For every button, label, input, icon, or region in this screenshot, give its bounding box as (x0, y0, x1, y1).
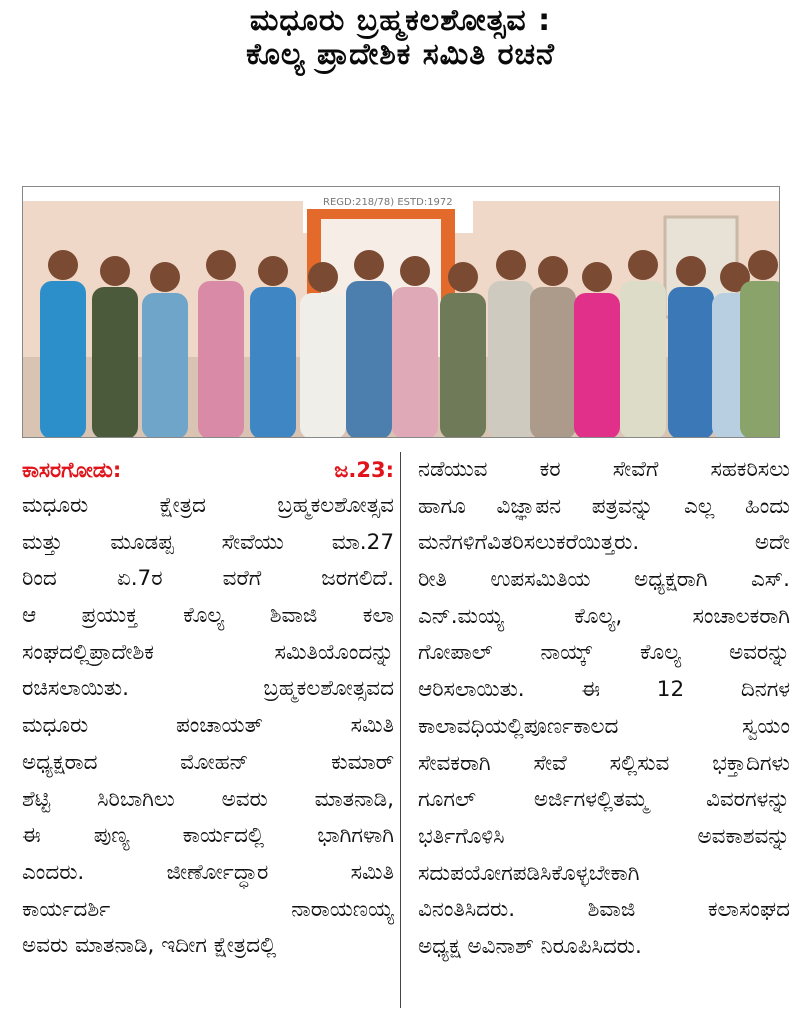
person-head (400, 256, 430, 286)
person-head (150, 262, 180, 292)
left-line: ರಚಿಸಲಾಯಿತು. ಬ್ರಹ್ಮಕಲಶೋತ್ಸವದ (22, 676, 394, 702)
left-line: ಮಧೂರು ಪಂಚಾಯತ್ ಸಮಿತಿ (22, 713, 394, 739)
person-head (582, 262, 612, 292)
left-line: ಅವರು ಮಾತನಾಡಿ, ಇದೀಗ ಕ್ಷೇತ್ರದಲ್ಲಿ (22, 933, 277, 959)
person-body (346, 281, 392, 438)
right-line: ಮನೆಗಳಿಗೆವಿತರಿಸಲುಕರೆಯಿತ್ತರು. ಅದೇ (418, 530, 790, 556)
person-head (206, 250, 236, 280)
person-body (740, 281, 780, 438)
person-body (668, 287, 714, 438)
right-line: ಭರ್ತಿಗೊಳಿಸಿ ಅವಕಾಶವನ್ನು (418, 823, 790, 849)
person-body (488, 281, 534, 438)
person-body (574, 293, 620, 438)
person-body (620, 281, 666, 438)
person-body (142, 293, 188, 438)
right-line: ರೀತಿ ಉಪಸಮಿತಿಯ ಅಧ್ಯಕ್ಷರಾಗಿ ಎಸ್. (418, 567, 790, 593)
left-line: ಮತ್ತು ಮೂಡಪ್ಪ ಸೇವೆಯು ಮಾ.27 (22, 529, 394, 555)
right-line: ಗೂಗಲ್ ಅರ್ಜಿಗಳಲ್ಲಿತಮ್ಮ ವಿವರಗಳನ್ನು (418, 787, 790, 813)
person-head (748, 250, 778, 280)
person-body (440, 293, 486, 438)
article-right-text (418, 452, 790, 966)
article-left-text (22, 488, 394, 965)
right-line: ನಡೆಯುವ ಕರ ಸೇವೆಗೆ ಸಹಕರಿಸಲು (418, 457, 790, 482)
right-line: ಆರಿಸಲಾಯಿತು. ಈ 12 ದಿನಗಳ (418, 677, 790, 703)
article-column-right (418, 452, 790, 966)
person-body (300, 293, 346, 438)
person-head (538, 256, 568, 286)
right-line: ಅಧ್ಯಕ್ಷ ಅವಿನಾಶ್ ನಿರೂಪಿಸಿದರು. (418, 933, 642, 959)
left-line: ಸಂಘದಲ್ಲಿಪ್ರಾದೇಶಿಕ ಸಮಿತಿಯೊಂದನ್ನು (22, 639, 394, 665)
person-body (392, 287, 438, 438)
person-body (92, 287, 138, 438)
person-head (448, 262, 478, 292)
article-column-left (22, 452, 394, 965)
person-head (258, 256, 288, 286)
person-body (40, 281, 86, 438)
left-line: ಕಾರ್ಯದರ್ಶಿ ನಾರಾಯಣಯ್ಯ (22, 896, 394, 922)
person-head (354, 250, 384, 280)
group-photo-illustration (23, 187, 780, 438)
right-line: ಕಾಲಾವಧಿಯಲ್ಲಿಪೂರ್ಣಕಾಲದ ಸ್ವಯಂ (418, 713, 790, 739)
person-head (628, 250, 658, 280)
left-line: ರಿಂದ ಏ.7ರ ವರೆಗೆ ಜರಗಲಿದೆ. (22, 566, 394, 592)
photo-sign-text: REGD:218/78) ESTD:1972 (323, 197, 453, 208)
person-head (48, 250, 78, 280)
dateline-place: ಕಾಸರಗೋಡು: (22, 458, 122, 482)
headline-line-2: ಕೊಲ್ಯ ಪ್ರಾದೇಶಿಕ ಸಮಿತಿ ರಚನೆ (246, 36, 555, 72)
right-line: ವಿನಂತಿಸಿದರು. ಶಿವಾಜಿ ಕಲಾಸಂಘದ (418, 897, 790, 923)
person-body (530, 287, 576, 438)
person-body (198, 281, 244, 438)
person-head (496, 250, 526, 280)
right-line: ಸದುಪಯೋಗಪಡಿಸಿಕೊಳ್ಳಬೇಕಾಗಿ (418, 860, 640, 886)
person-body (250, 287, 296, 438)
person-head (100, 256, 130, 286)
person-head (308, 262, 338, 292)
right-line: ಹಾಗೂ ವಿಜ್ಞಾಪನ ಪತ್ರವನ್ನು ಎಲ್ಲ ಹಿಂದು (418, 493, 790, 519)
left-line: ಶೆಟ್ಟಿ ಸಿರಿಬಾಗಿಲು ಅವರು ಮಾತನಾಡಿ, (22, 786, 394, 812)
left-line: ಎಂದರು. ಜೀರ್ಣೋದ್ಧಾರ ಸಮಿತಿ (22, 859, 394, 885)
news-photo (22, 186, 780, 438)
headline-line-1: ಮಧೂರು ಬ್ರಹ್ಮಕಲಶೋತ್ಸವ : (249, 3, 552, 38)
left-line: ಅಧ್ಯಕ್ಷರಾದ ಮೋಹನ್ ಕುಮಾರ್ (22, 749, 394, 775)
right-line: ಗೋಪಾಲ್ ನಾಯ್ಕ್ ಕೊಲ್ಯ ಅವರನ್ನು (418, 640, 790, 666)
person-head (676, 256, 706, 286)
dateline-date: ಜ.23: (334, 458, 394, 482)
right-line: ಎನ್.ಮಯ್ಯ ಕೊಲ್ಯ, ಸಂಚಾಲಕರಾಗಿ (418, 603, 790, 629)
dateline (22, 452, 394, 488)
left-line: ಈ ಪುಣ್ಯ ಕಾರ್ಯದಲ್ಲಿ ಭಾಗಿಗಳಾಗಿ (22, 823, 394, 849)
left-line: ಆ ಪ್ರಯುಕ್ತ ಕೊಲ್ಯ ಶಿವಾಜಿ ಕಲಾ (22, 603, 394, 629)
right-line: ಸೇವಕರಾಗಿ ಸೇವೆ ಸಲ್ಲಿಸುವ ಭಕ್ತಾದಿಗಳು (418, 750, 790, 776)
left-line: ಮಧೂರು ಕ್ಷೇತ್ರದ ಬ್ರಹ್ಮಕಲಶೋತ್ಸವ (22, 493, 394, 518)
column-divider (400, 452, 401, 1008)
headline (0, 4, 801, 71)
